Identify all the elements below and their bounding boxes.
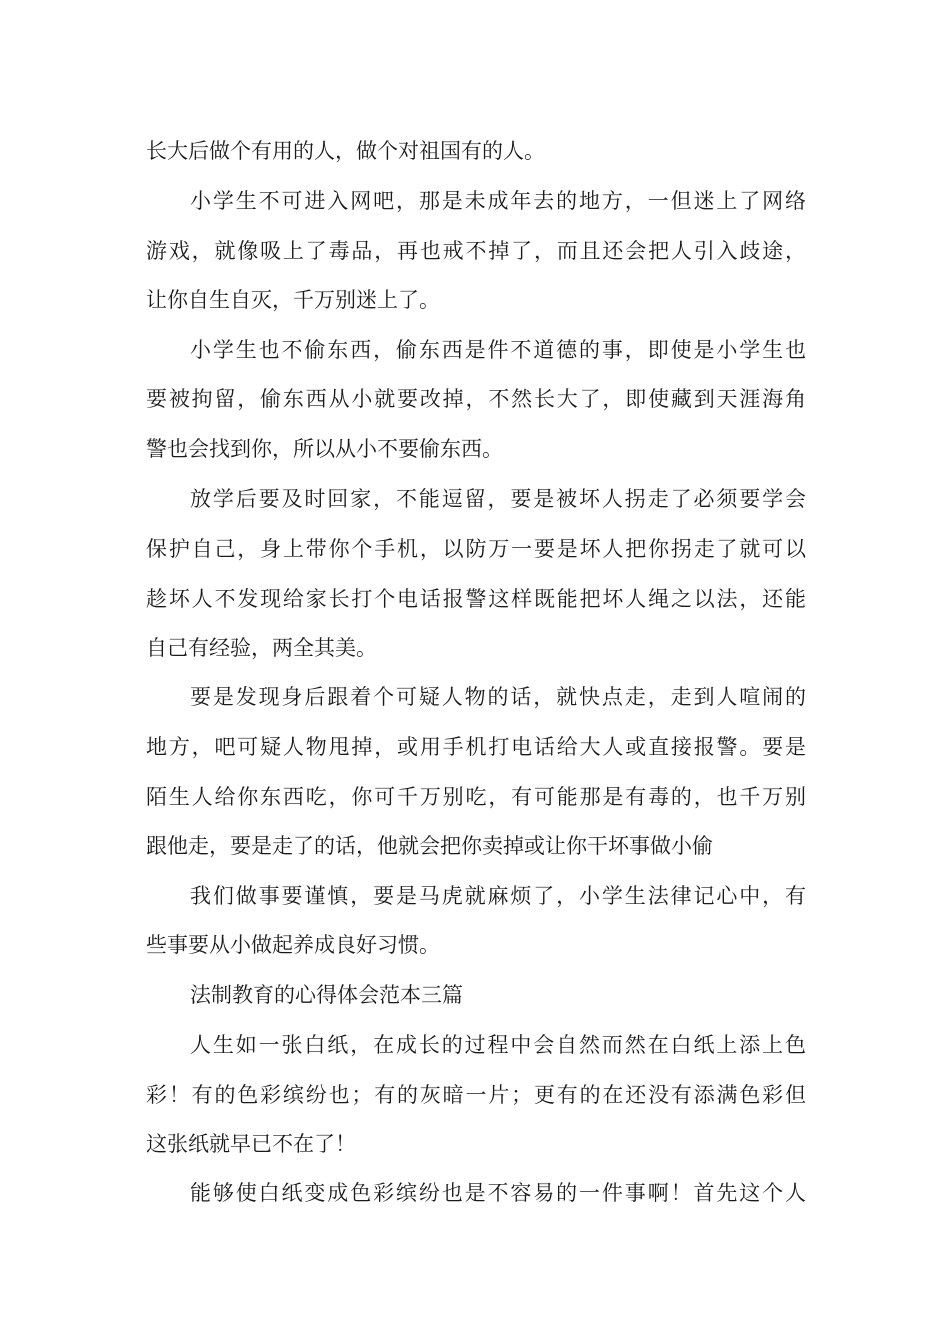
text-line: 地方，吧可疑人物甩掉，或用手机打电话给大人或直接报警。要是 bbox=[146, 735, 806, 759]
paragraph-first-line: 要是发现身后跟着个可疑人物的话，就快点走，走到人喧闹的 bbox=[190, 685, 806, 709]
text-line: 些事要从小做起养成良好习惯。 bbox=[146, 933, 440, 957]
text-line: 陌生人给你东西吃，你可千万别吃，有可能那是有毒的，也千万别 bbox=[146, 785, 806, 809]
text-line: 趁坏人不发现给家长打个电话报警这样既能把坏人绳之以法，还能 bbox=[146, 587, 806, 611]
paragraph-first-line: 人生如一张白纸，在成长的过程中会自然而然在白纸上添上色 bbox=[190, 1033, 806, 1057]
text-line: 长大后做个有用的人，做个对祖国有的人。 bbox=[146, 139, 545, 163]
paragraph-first-line: 小学生也不偷东西，偷东西是件不道德的事，即使是小学生也 bbox=[190, 338, 806, 362]
paragraph-first-line: 能够使白纸变成色彩缤纷也是不容易的一件事啊！首先这个人 bbox=[190, 1181, 806, 1205]
section-heading: 法制教育的心得体会范本三篇 bbox=[190, 983, 463, 1007]
text-line: 要被拘留，偷东西从小就要改掉，不然长大了，即使藏到天涯海角 bbox=[146, 387, 806, 411]
text-line: 这张纸就早已不在了！ bbox=[146, 1132, 356, 1156]
text-line: 警也会找到你，所以从小不要偷东西。 bbox=[146, 437, 503, 461]
text-line: 让你自生自灭，千万别迷上了。 bbox=[146, 288, 440, 312]
paragraph-first-line: 我们做事要谨慎，要是马虎就麻烦了，小学生法律记心中，有 bbox=[190, 884, 806, 908]
paragraph-first-line: 小学生不可进入网吧，那是未成年去的地方，一但迷上了网络 bbox=[190, 189, 806, 213]
paragraph-first-line: 放学后要及时回家，不能逗留，要是被坏人拐走了必须要学会 bbox=[190, 487, 806, 511]
text-line: 游戏，就像吸上了毒品，再也戒不掉了，而且还会把人引入歧途， bbox=[146, 239, 806, 263]
text-line: 自己有经验，两全其美。 bbox=[146, 636, 377, 660]
text-line: 彩！有的色彩缤纷也；有的灰暗一片；更有的在还没有添满色彩但 bbox=[146, 1083, 806, 1107]
text-line: 保护自己，身上带你个手机，以防万一要是坏人把你拐走了就可以 bbox=[146, 537, 806, 561]
text-line: 跟他走，要是走了的话，他就会把你卖掉或让你干坏事做小偷 bbox=[146, 834, 713, 858]
